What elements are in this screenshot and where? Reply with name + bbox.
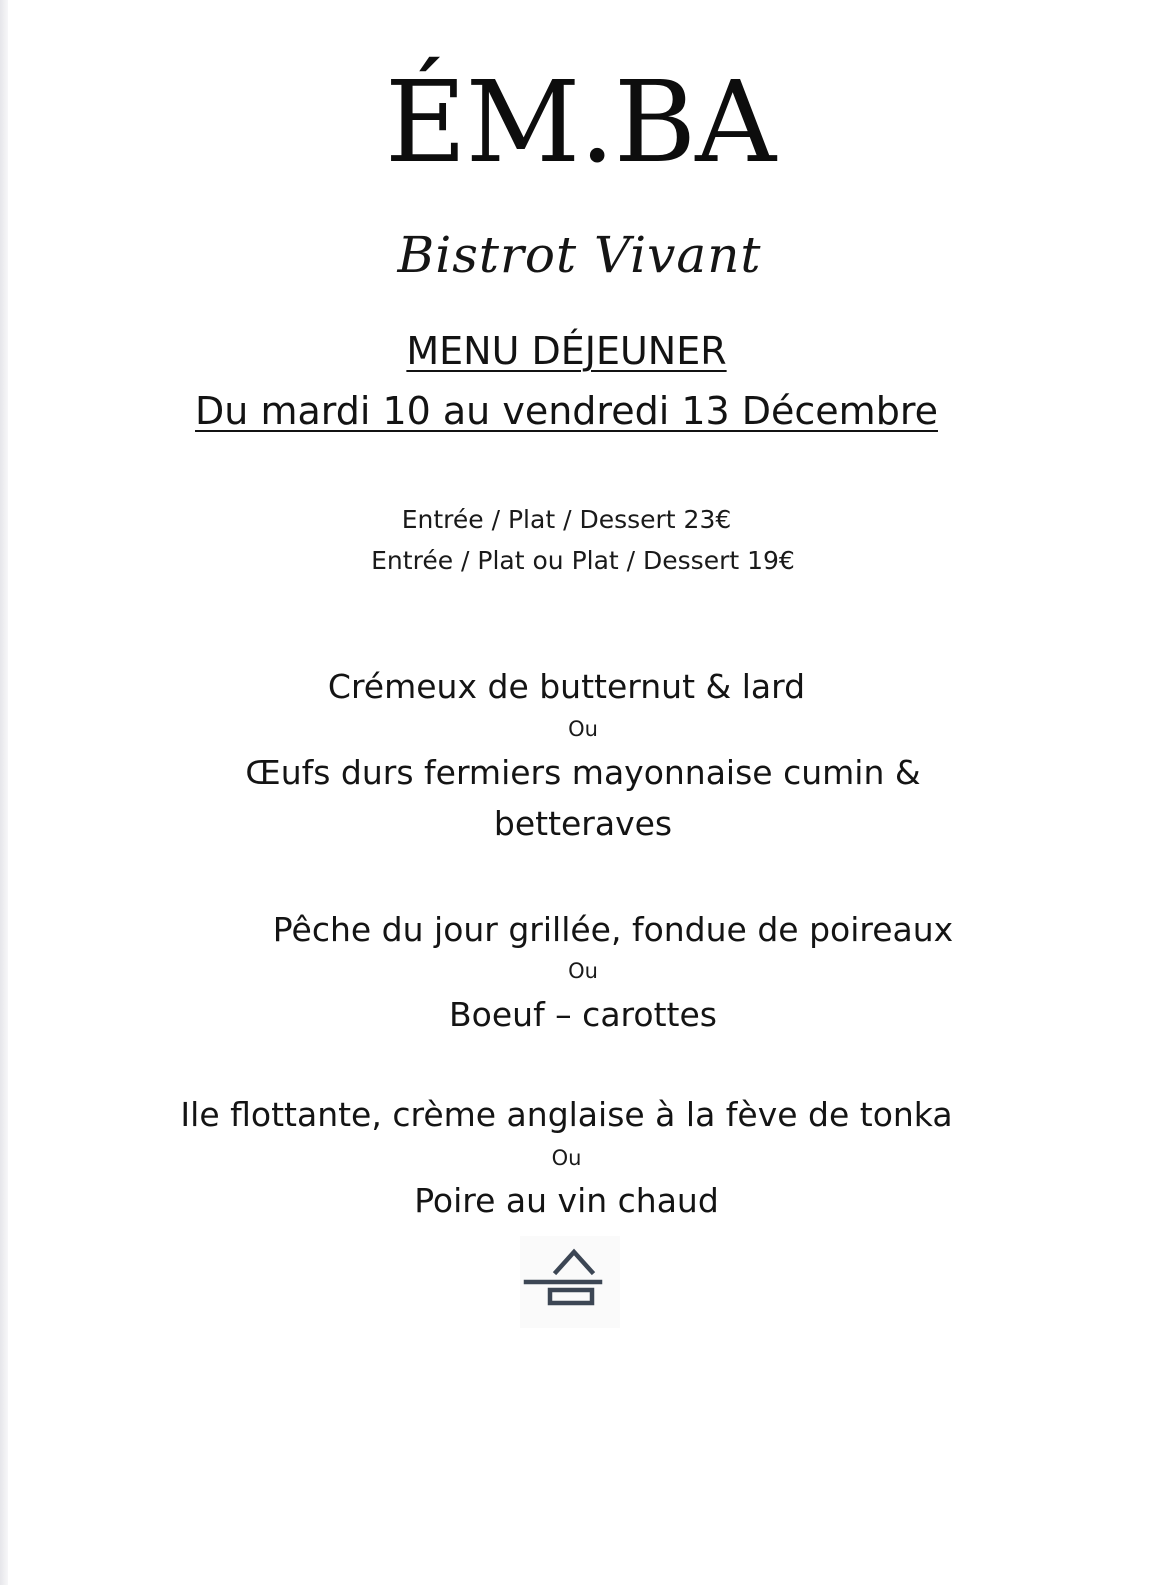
menu-title: MENU DÉJEUNER — [406, 329, 727, 373]
price-two-courses: Entrée / Plat ou Plat / Dessert 19€ — [371, 546, 795, 575]
house-logo-icon — [520, 1236, 620, 1328]
starter-separator: Ou — [568, 717, 598, 741]
main-1: Pêche du jour grillée, fondue de poireaux — [272, 910, 954, 949]
dessert-1: Ile flottante, crème anglaise à la fève de tonka — [180, 1095, 953, 1134]
dessert-separator: Ou — [551, 1146, 582, 1170]
restaurant-logo: ÉM.BA — [384, 58, 776, 188]
restaurant-tagline: Bistrot Vivant — [397, 226, 762, 284]
starter-2-line-1: Œufs durs fermiers mayonnaise cumin & — [245, 753, 921, 792]
price-three-courses: Entrée / Plat / Dessert 23€ — [401, 505, 732, 534]
main-2: Boeuf – carottes — [449, 995, 717, 1034]
dessert-2: Poire au vin chaud — [414, 1181, 719, 1220]
main-separator: Ou — [568, 959, 598, 983]
starter-1: Crémeux de butternut & lard — [327, 667, 806, 706]
starter-2-line-2: betteraves — [493, 804, 673, 843]
menu-dates: Du mardi 10 au vendredi 13 Décembre — [195, 389, 938, 433]
